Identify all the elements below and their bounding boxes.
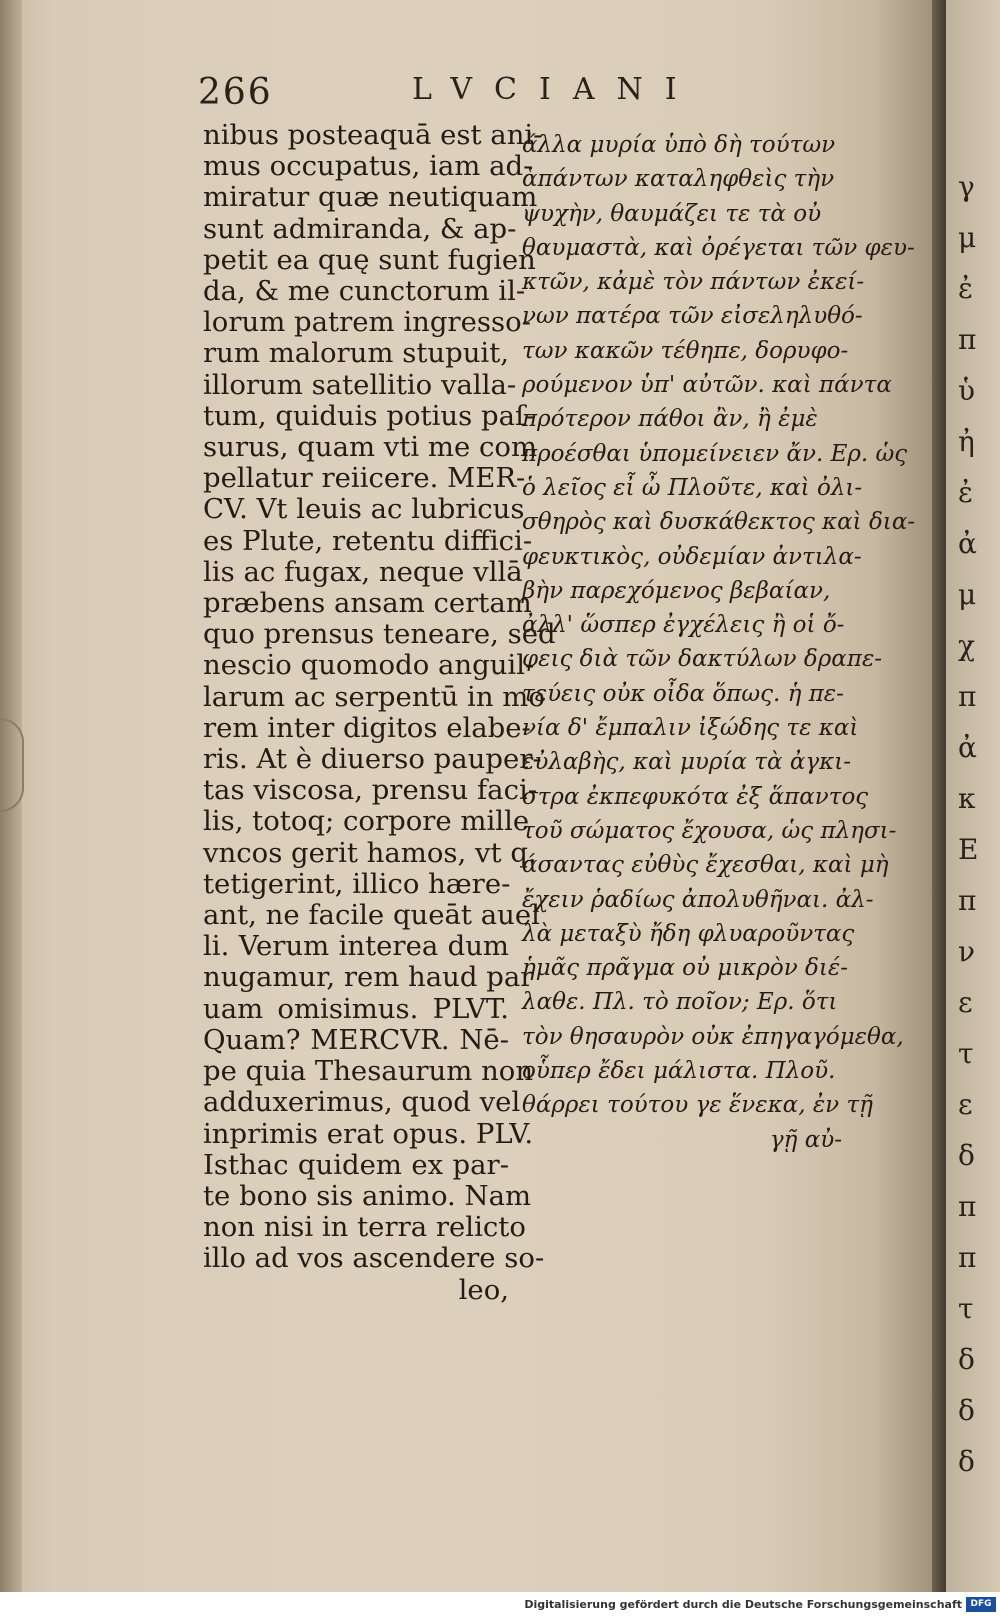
facing-page-glyph: π <box>958 323 977 356</box>
latin-line: rum malorum stupuit, <box>203 337 509 370</box>
facing-page-glyph: ἀ <box>958 731 977 764</box>
latin-line: inprimis erat opus. PLV. <box>203 1117 534 1150</box>
facing-page-glyph: δ <box>958 1343 975 1376</box>
greek-line: ἔχειν ῥαδίως ἀπολυθῆναι. ἀλ- <box>522 886 874 913</box>
latin-line: leo, <box>458 1273 509 1306</box>
latin-line: præbens ansam certam <box>203 587 532 620</box>
greek-line: λὰ μεταξὺ ἤδη φλυαροῦντας <box>522 920 855 947</box>
latin-line: nibus posteaquā est ani- <box>203 119 543 151</box>
latin-line: lorum patrem ingresso- <box>203 306 531 339</box>
greek-line: άσαντας εὐθὺς ἔχεσθαι, καὶ μὴ <box>522 852 889 879</box>
latin-line: tum, quiduis potius paſ- <box>203 399 535 432</box>
facing-page-glyph: δ <box>958 1394 975 1427</box>
facing-page-glyph: χ <box>958 629 975 662</box>
greek-line: προέσθαι ὑπομείνειεν ἄν. Ερ. ὡς <box>522 440 908 467</box>
facing-page-glyph: μ <box>958 221 977 254</box>
facing-page-glyph: π <box>958 1190 977 1223</box>
greek-text-column <box>522 128 916 1157</box>
facing-page-glyph: μ <box>958 578 977 611</box>
latin-line: pe quia Thesaurum non <box>203 1055 534 1088</box>
facing-page-glyph: ἐ <box>958 272 974 305</box>
latin-line: surus, quam vti me com <box>203 431 538 464</box>
latin-line: lis, totoq; corpore mille <box>203 805 530 838</box>
page-header <box>198 72 718 122</box>
latin-line: Isthac quidem ex par- <box>203 1148 509 1181</box>
greek-line: των κακῶν τέθηπε, δορυφο- <box>522 337 849 364</box>
greek-line: ψυχὴν, θαυμάζει τε τὰ οὐ <box>522 200 822 227</box>
latin-line: quo prensus teneare, sed <box>203 618 556 651</box>
latin-line: sunt admiranda, & ap- <box>203 212 517 245</box>
footer-bar <box>0 1592 1000 1620</box>
facing-page-glyph: ε <box>958 986 973 1019</box>
latin-line: vncos gerit hamos, vt q. <box>203 836 537 869</box>
latin-line: illorum satellitio valla- <box>203 368 517 401</box>
latin-line: tas viscosa, prensu faci- <box>203 774 538 807</box>
greek-line: φεις διὰ τῶν δακτύλων δραπε- <box>522 646 883 673</box>
latin-line: te bono sis animo. Nam <box>203 1179 532 1212</box>
greek-line: ἡμᾶς πρᾶγμα οὐ μικρὸν διέ- <box>522 955 848 982</box>
facing-page-glyph: δ <box>958 1445 975 1478</box>
facing-page-glyph: ὑ <box>958 374 976 407</box>
greek-line: νία δ' ἔμπαλιν ἰξώδης τε καὶ <box>522 715 859 742</box>
facing-page-glyph: κ <box>958 782 976 815</box>
greek-line: στρα ἐκπεφυκότα ἐξ ἅπαντος <box>522 783 869 810</box>
latin-line: non nisi in terra relicto <box>203 1211 526 1244</box>
greek-line: θάρρει τούτου γε ἕνεκα, ἐν τῇ <box>522 1092 873 1119</box>
latin-line: uam omisimus. PLVT. <box>203 992 509 1025</box>
latin-line: da, & me cunctorum il- <box>203 275 526 308</box>
latin-line: tetigerint, illico hære- <box>203 867 511 900</box>
facing-page-glyph: ἀ <box>958 527 977 560</box>
facing-page-glyph: δ <box>958 1139 975 1172</box>
latin-text-column <box>203 119 556 1306</box>
facing-page-glyph: ν <box>958 935 976 968</box>
facing-page-glyph: π <box>958 1241 977 1274</box>
greek-line: τὸν θησαυρὸν οὐκ ἐπηγαγόμεθα, <box>522 1023 904 1050</box>
greek-line: νων πατέρα τῶν εἰσεληλυθό- <box>522 303 863 330</box>
latin-line: Quam? MERCVR. Nē- <box>203 1023 509 1056</box>
facing-page-glyph: ε <box>958 1088 973 1121</box>
greek-line: ὁ λεῖος εἶ ὦ Πλοῦτε, καὶ ὀλι- <box>522 474 863 501</box>
greek-line: σθηρὸς καὶ δυσκάθεκτος καὶ δια- <box>522 509 916 536</box>
greek-line: λαθε. Πλ. τὸ ποῖον; Ερ. ὅτι <box>522 989 838 1016</box>
latin-line: li. Verum interea dum <box>203 930 509 963</box>
latin-line: lis ac fugax, neque vllā <box>203 555 523 588</box>
page-number: 266 <box>198 72 273 113</box>
latin-line: pellatur reiicere. MER- <box>203 462 526 495</box>
latin-line: nugamur, rem haud par <box>203 961 534 994</box>
greek-line: ἀλλ' ὥσπερ ἐγχέλεις ἢ οἱ ὄ- <box>522 612 845 639</box>
greek-line: τοῦ σώματος ἔχουσα, ὡς πλησι- <box>522 817 897 844</box>
latin-line: illo ad vos ascendere so- <box>203 1242 545 1275</box>
page-tab-mark <box>0 718 24 812</box>
facing-page-glyph: ἐ <box>958 476 974 509</box>
facing-page-glyph: π <box>958 884 977 917</box>
facing-page-glyph: τ <box>958 1292 974 1325</box>
latin-line: mus occupatus, iam ad- <box>203 150 533 183</box>
facing-page-edge <box>946 0 1000 1592</box>
running-title: LVCIANI <box>412 72 699 107</box>
greek-line: κτῶν, κἀμὲ τὸν πάντων ἐκεί- <box>522 269 865 296</box>
latin-line: miratur quæ neutiquam <box>203 181 538 214</box>
catchword: γῇ αὐ- <box>769 1126 842 1153</box>
greek-line: θαυμαστὰ, καὶ ὀρέγεται τῶν φευ- <box>522 234 915 261</box>
digitization-credit: Digitalisierung gefördert durch die Deutsche Forschungsgemeinschaft <box>524 1598 962 1611</box>
greek-line: εὐλαβὴς, καὶ μυρία τὰ ἀγκι- <box>522 749 851 776</box>
latin-line: larum ac serpentū in mo <box>203 680 545 713</box>
greek-line: ἄλλα μυρία ὑπὸ δὴ τούτων <box>522 132 836 158</box>
facing-page-glyph: ἠ <box>958 425 975 458</box>
greek-line: οὗπερ ἔδει μάλιστα. Πλοῦ. <box>522 1058 836 1085</box>
latin-line: CV. Vt leuis ac lubricus <box>203 493 525 526</box>
greek-line: βὴν παρεχόμενος βεβαίαν, <box>522 577 831 604</box>
latin-line: rem inter digitos elabe- <box>203 711 531 744</box>
latin-line: ant, ne facile queāt auel <box>203 899 540 932</box>
facing-page-glyph: τ <box>958 1037 974 1070</box>
facing-page-glyph: π <box>958 680 977 713</box>
greek-line: ρούμενον ὑπ' αὐτῶν. καὶ πάντα <box>522 372 892 399</box>
greek-line: πρότερον πάθοι ἂν, ἢ ἐμὲ <box>522 406 818 433</box>
latin-line: petit ea quę sunt fugien <box>203 243 536 276</box>
latin-line: nescio quomodo anguil- <box>203 649 535 682</box>
greek-line: φευκτικὸς, οὐδεμίαν ἀντιλα- <box>522 543 862 570</box>
facing-page-glyph: γ <box>958 170 975 203</box>
greek-line: τεύεις οὐκ οἶδα ὅπως. ἡ πε- <box>522 680 844 707</box>
latin-line: es Plute, retentu diffici- <box>203 524 533 557</box>
latin-line: adduxerimus, quod vel <box>203 1086 521 1119</box>
facing-page-glyph: Ε <box>958 833 979 866</box>
dfg-logo: DFG <box>966 1597 996 1612</box>
latin-line: ris. At è diuerso pauper- <box>203 743 542 776</box>
greek-line: ἁπάντων καταληφθεὶς τὴν <box>522 166 835 193</box>
